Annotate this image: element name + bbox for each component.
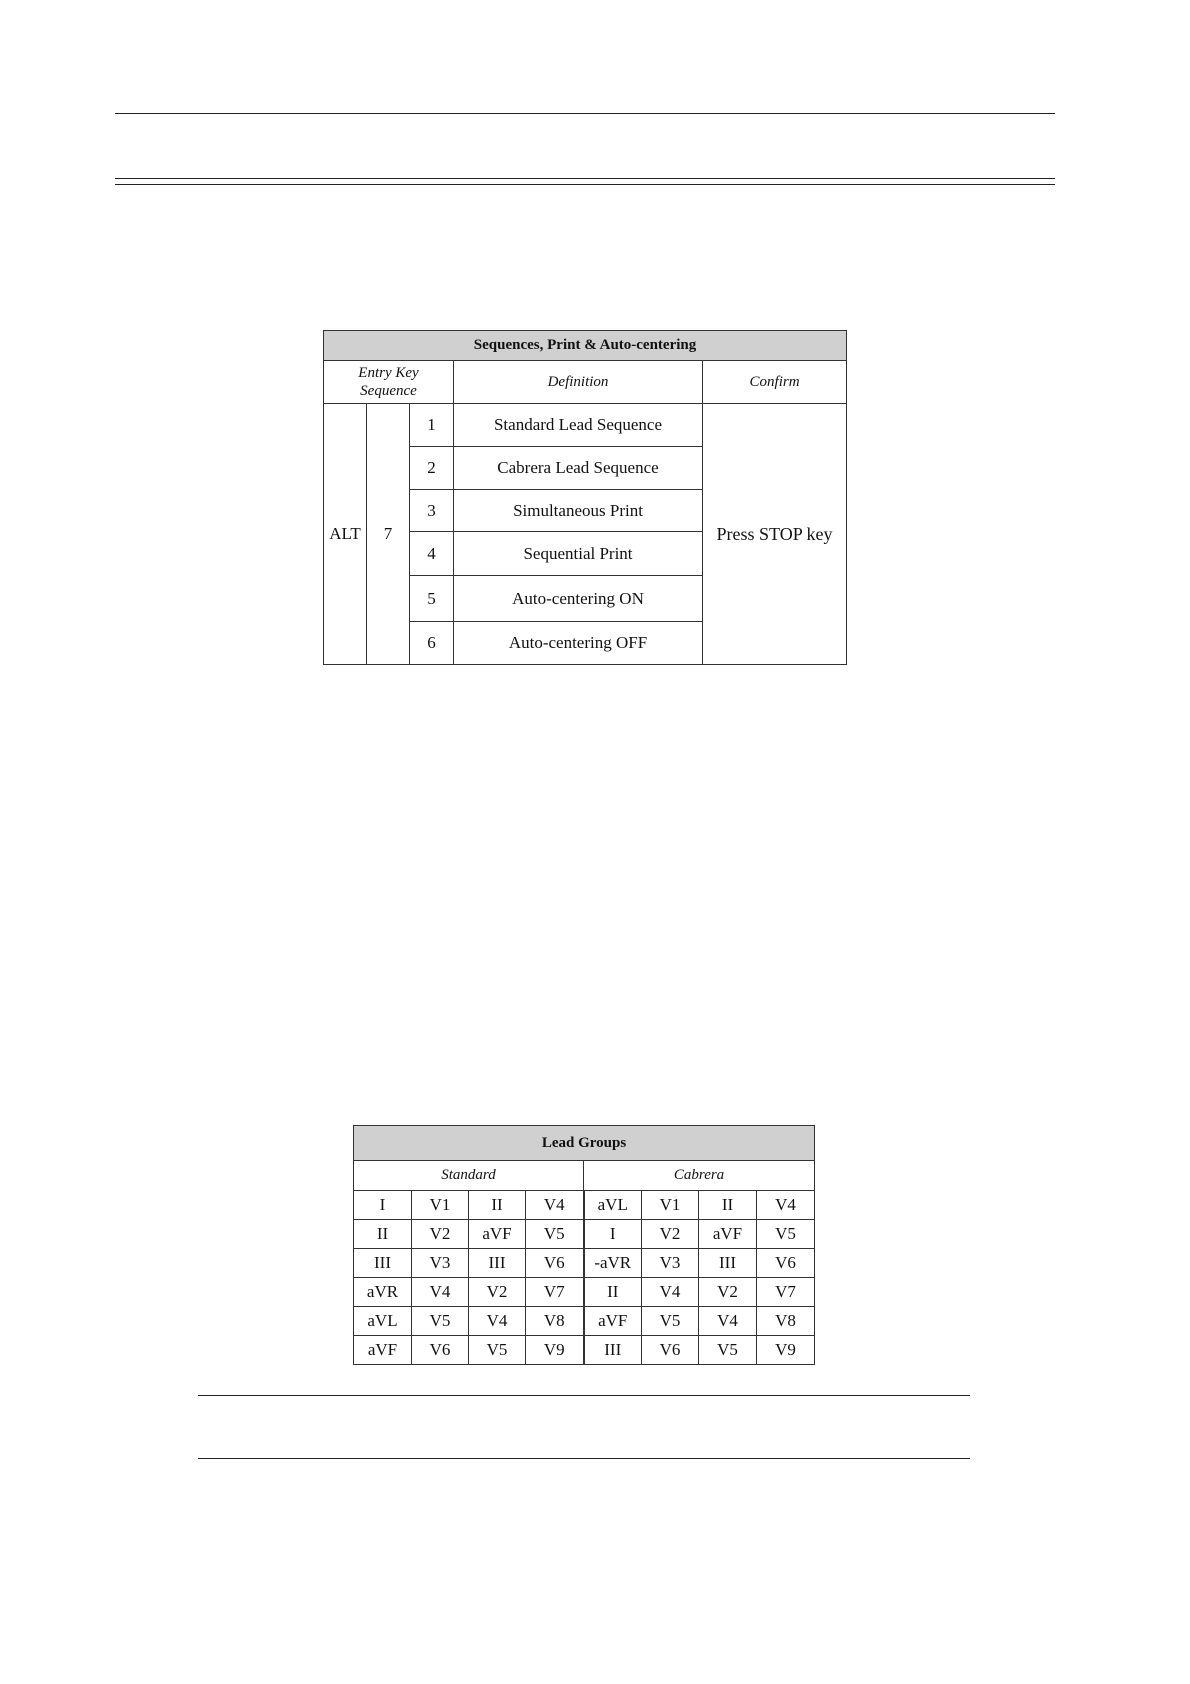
lead-cell: II [584,1278,642,1307]
lead-cell: V9 [757,1336,815,1365]
sequence-definition: Auto-centering ON [454,576,703,622]
lead-cell: V4 [757,1191,815,1220]
footer-bottom-rule [198,1458,970,1459]
lead-groups-title: Lead Groups [354,1126,815,1161]
definition-header: Definition [454,361,703,404]
lead-cell: V5 [757,1220,815,1249]
lead-cell: V6 [526,1249,584,1278]
lead-cell: V6 [642,1336,699,1365]
header-bottom-rule-2 [115,184,1055,185]
standard-group-header: Standard [354,1161,584,1191]
lead-cell: V3 [412,1249,469,1278]
lead-row [354,1220,815,1249]
lead-cell: V5 [699,1336,757,1365]
lead-cell: V3 [642,1249,699,1278]
lead-cell: V6 [412,1336,469,1365]
sequence-definition: Auto-centering OFF [454,622,703,665]
lead-cell: V1 [642,1191,699,1220]
footer-top-rule [198,1395,970,1396]
lead-cell: V4 [469,1307,526,1336]
lead-cell: V8 [757,1307,815,1336]
lead-cell: aVL [354,1307,412,1336]
confirm-value: Press STOP key [703,404,847,665]
lead-cell: III [584,1336,642,1365]
lead-cell: V2 [642,1220,699,1249]
lead-cell: aVF [699,1220,757,1249]
lead-cell: II [699,1191,757,1220]
lead-cell: V2 [699,1278,757,1307]
lead-cell: V9 [526,1336,584,1365]
lead-cell: V4 [412,1278,469,1307]
lead-cell: V8 [526,1307,584,1336]
sequence-number: 6 [410,622,454,665]
sequence-number: 3 [410,490,454,532]
sequence-definition: Sequential Print [454,532,703,576]
lead-cell: III [469,1249,526,1278]
lead-cell: I [354,1191,412,1220]
lead-row [354,1336,815,1365]
lead-cell: aVL [584,1191,642,1220]
entry-key-header-line2: Sequence [360,383,417,399]
lead-cell: V4 [699,1307,757,1336]
lead-cell: V5 [469,1336,526,1365]
sequences-table [323,330,847,665]
key-alt: ALT [324,404,367,665]
lead-row [354,1191,815,1220]
lead-cell: V5 [642,1307,699,1336]
lead-cell: V7 [757,1278,815,1307]
entry-key-header [324,361,454,404]
lead-cell: V2 [469,1278,526,1307]
lead-cell: II [469,1191,526,1220]
lead-cell: V1 [412,1191,469,1220]
sequences-table-title: Sequences, Print & Auto-centering [324,331,847,361]
lead-groups-table [353,1125,815,1365]
lead-cell: V5 [526,1220,584,1249]
sequence-number: 1 [410,404,454,447]
entry-key-header-line1: Entry Key [358,365,419,381]
sequence-definition: Simultaneous Print [454,490,703,532]
lead-cell: II [354,1220,412,1249]
lead-cell: I [584,1220,642,1249]
lead-cell: aVF [469,1220,526,1249]
sequence-number: 5 [410,576,454,622]
cabrera-group-header: Cabrera [584,1161,815,1191]
header-bottom-rule-1 [115,178,1055,179]
sequence-number: 4 [410,532,454,576]
header-top-rule [115,113,1055,114]
lead-cell: III [699,1249,757,1278]
lead-cell: V7 [526,1278,584,1307]
lead-row [354,1307,815,1336]
lead-row [354,1249,815,1278]
lead-cell: V5 [412,1307,469,1336]
lead-cell: III [354,1249,412,1278]
lead-cell: V4 [526,1191,584,1220]
sequence-definition: Standard Lead Sequence [454,404,703,447]
confirm-header: Confirm [703,361,847,404]
lead-cell: aVR [354,1278,412,1307]
lead-cell: V2 [412,1220,469,1249]
lead-row [354,1278,815,1307]
lead-cell: -aVR [584,1249,642,1278]
lead-cell: aVF [584,1307,642,1336]
sequence-number: 2 [410,447,454,490]
lead-cell: V6 [757,1249,815,1278]
sequence-definition: Cabrera Lead Sequence [454,447,703,490]
lead-cell: aVF [354,1336,412,1365]
lead-cell: V4 [642,1278,699,1307]
key-7: 7 [367,404,410,665]
